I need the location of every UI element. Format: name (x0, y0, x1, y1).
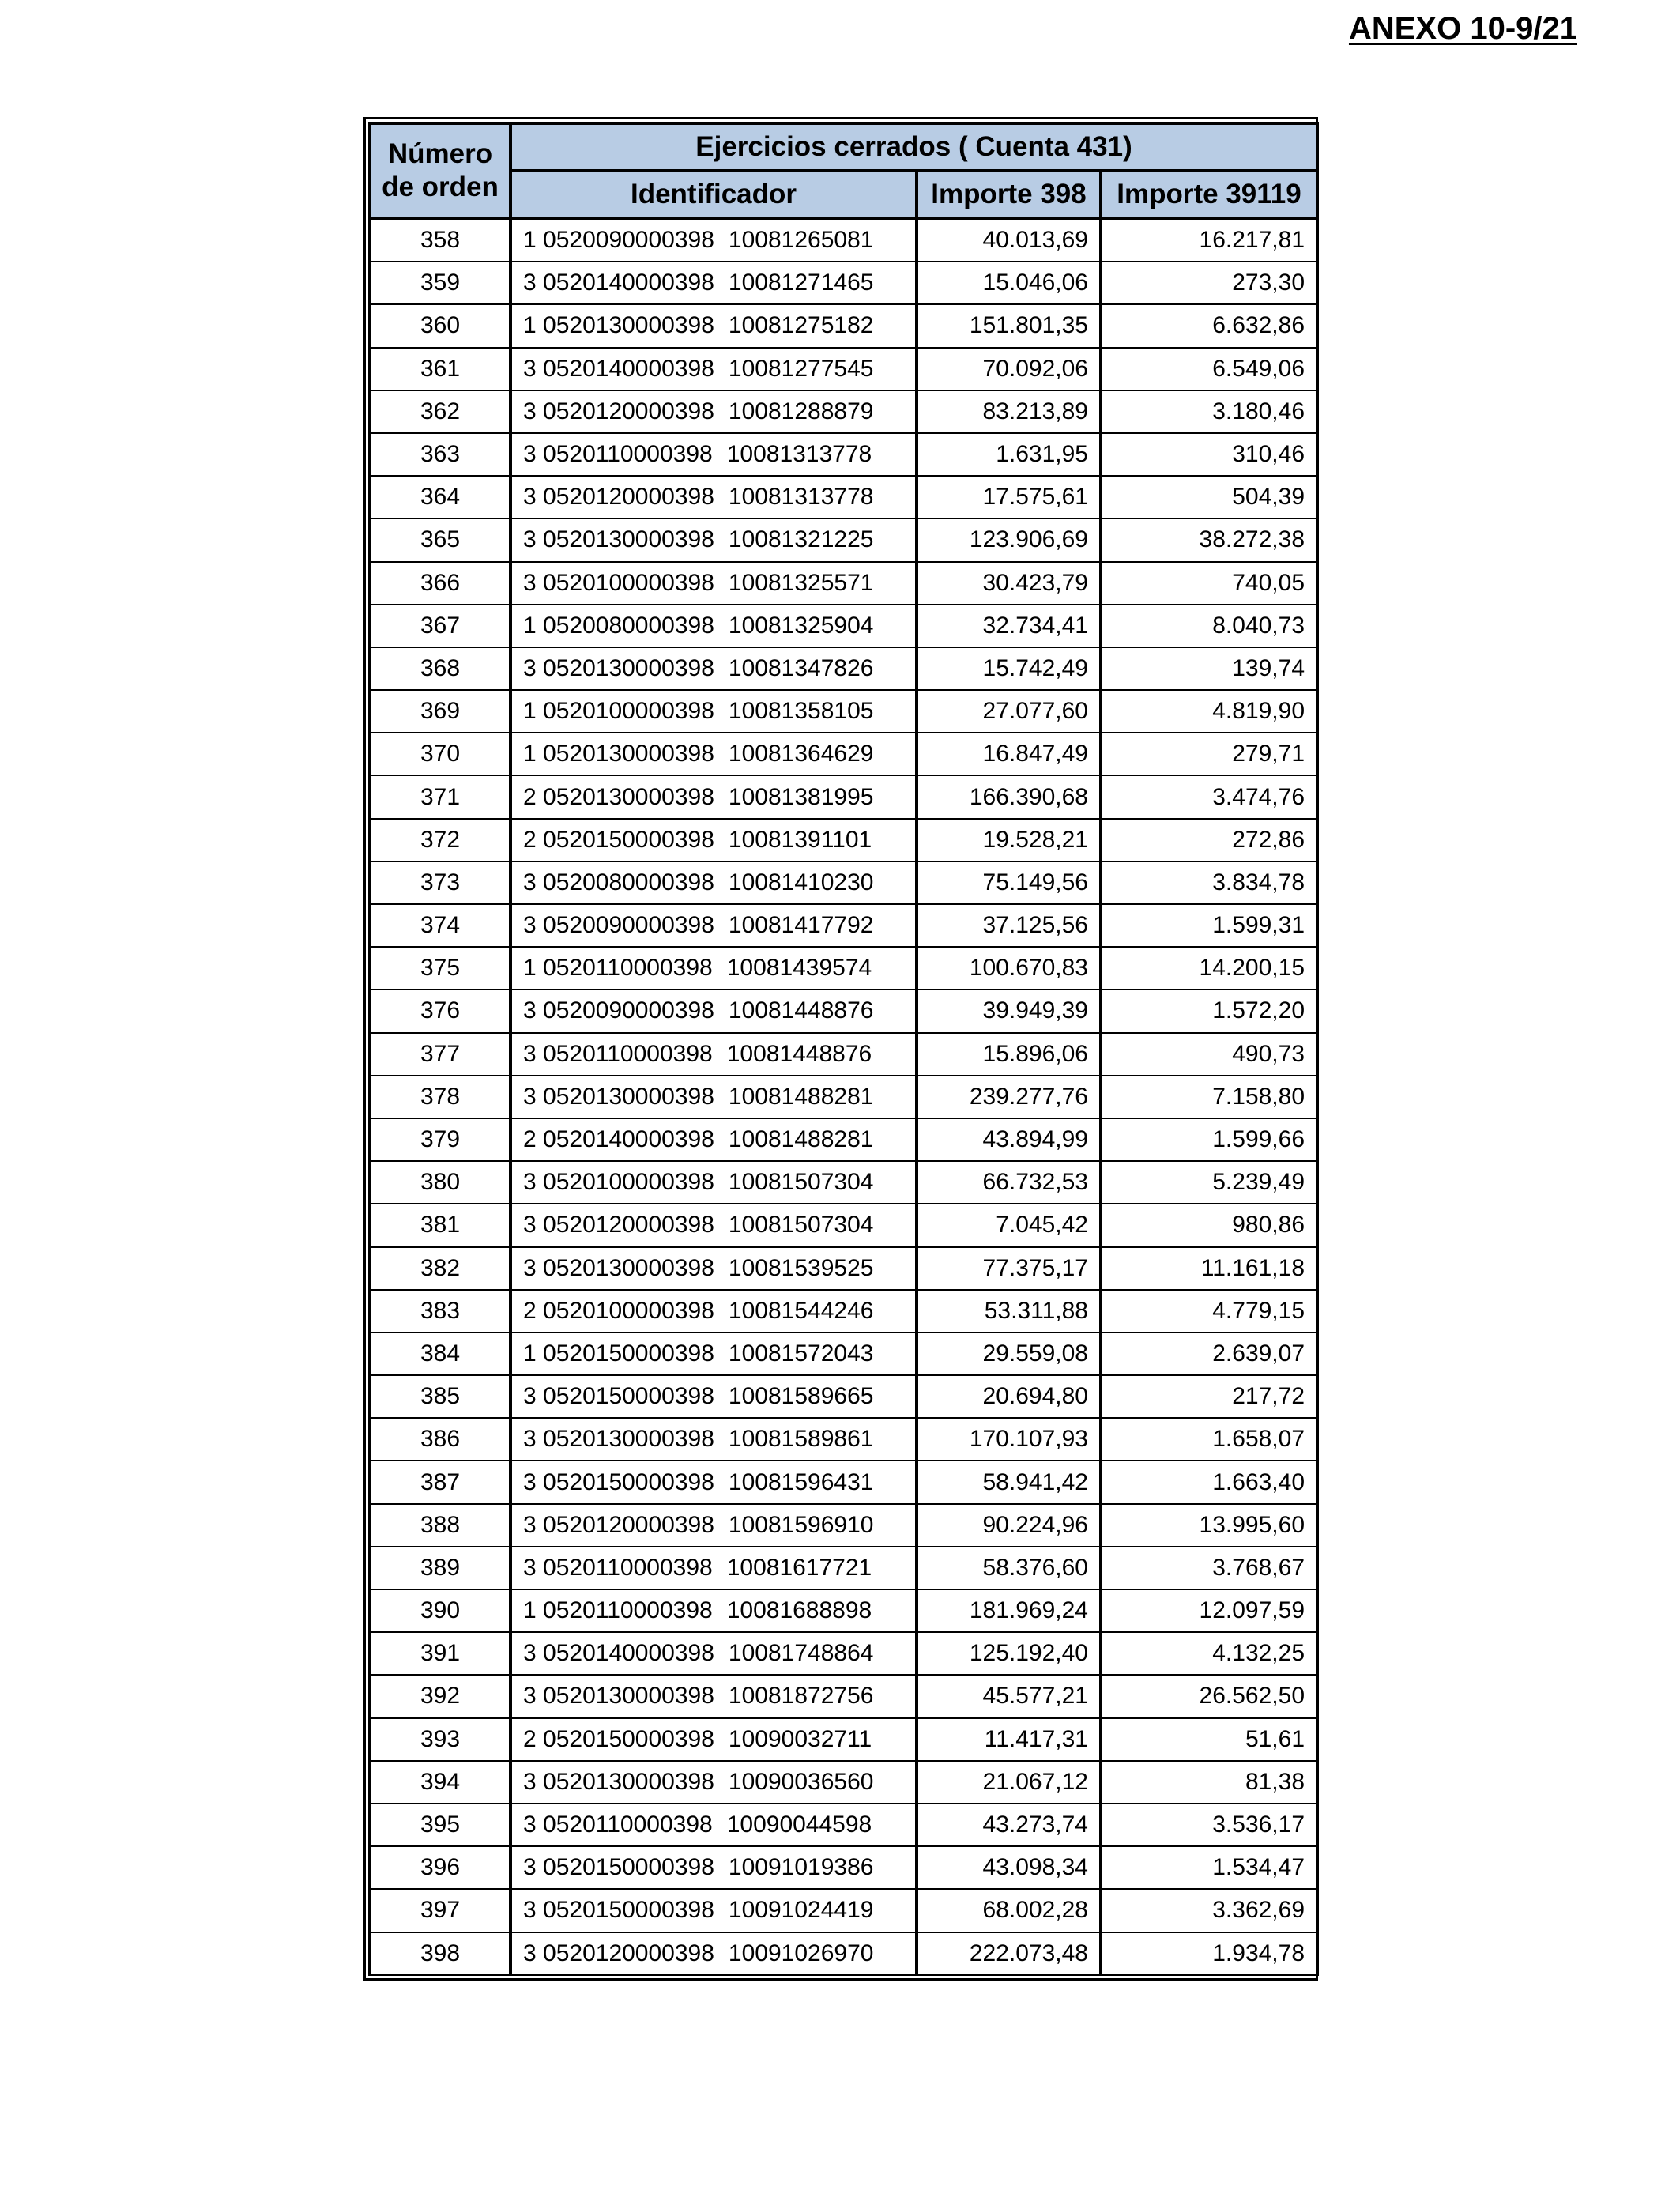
cell-importe-398: 15.896,06 (917, 1033, 1101, 1076)
table-row (370, 1889, 1317, 1932)
identificador-part-1: 2 0520130000398 (523, 783, 714, 810)
cell-importe-398: 11.417,31 (917, 1718, 1101, 1761)
cell-importe-398: 43.098,34 (917, 1846, 1101, 1889)
table-row (370, 1632, 1317, 1675)
identificador-part-1: 1 0520110000398 (523, 955, 713, 982)
cell-importe-398: 83.213,89 (917, 390, 1101, 433)
cell-importe-398: 32.734,41 (917, 605, 1101, 647)
cell-numero-orden: 393 (370, 1718, 510, 1761)
cell-identificador (510, 605, 917, 647)
cell-identificador (510, 1889, 917, 1932)
cell-identificador (510, 861, 917, 904)
identificador-part-2: 10081325904 (728, 612, 874, 639)
cell-importe-39119: 980,86 (1101, 1204, 1317, 1246)
table-row (370, 1504, 1317, 1547)
cell-identificador (510, 1761, 917, 1804)
cell-importe-398: 29.559,08 (917, 1333, 1101, 1375)
identificador-part-2: 10090036560 (728, 1768, 874, 1795)
table-row (370, 518, 1317, 561)
cell-numero-orden: 366 (370, 562, 510, 605)
identificador-part-2: 10081589861 (728, 1426, 874, 1453)
cell-numero-orden: 373 (370, 861, 510, 904)
table-header (370, 123, 1317, 218)
cell-importe-39119: 3.536,17 (1101, 1804, 1317, 1846)
cell-importe-398: 40.013,69 (917, 218, 1101, 262)
table-row (370, 562, 1317, 605)
table-row (370, 605, 1317, 647)
header-numero-orden: Número de orden (370, 123, 510, 218)
cell-importe-398: 170.107,93 (917, 1418, 1101, 1461)
cell-identificador (510, 1375, 917, 1418)
identificador-part-1: 3 0520100000398 (523, 1169, 714, 1196)
cell-importe-39119: 279,71 (1101, 733, 1317, 775)
cell-numero-orden: 382 (370, 1247, 510, 1290)
identificador-part-2: 10081596431 (728, 1468, 874, 1495)
table-row (370, 1418, 1317, 1461)
cell-numero-orden: 375 (370, 947, 510, 990)
cell-importe-398: 58.941,42 (917, 1461, 1101, 1503)
cell-importe-39119: 3.180,46 (1101, 390, 1317, 433)
identificador-part-1: 1 0520130000398 (523, 741, 714, 767)
identificador-part-1: 3 0520140000398 (523, 270, 714, 296)
cell-identificador (510, 1632, 917, 1675)
cell-importe-39119: 217,72 (1101, 1375, 1317, 1418)
cell-importe-39119: 26.562,50 (1101, 1675, 1317, 1717)
cell-numero-orden: 369 (370, 690, 510, 733)
identificador-part-1: 1 0520130000398 (523, 312, 714, 339)
cell-importe-39119: 7.158,80 (1101, 1076, 1317, 1118)
identificador-part-1: 3 0520130000398 (523, 1426, 714, 1453)
identificador-part-1: 3 0520110000398 (523, 1040, 713, 1067)
table-row (370, 304, 1317, 347)
identificador-part-2: 10090044598 (726, 1811, 872, 1838)
table-row (370, 1718, 1317, 1761)
identificador-part-1: 3 0520130000398 (523, 526, 714, 553)
cell-numero-orden: 380 (370, 1161, 510, 1204)
table-row (370, 1461, 1317, 1503)
identificador-part-2: 10081572043 (728, 1340, 874, 1367)
identificador-part-1: 2 0520150000398 (523, 826, 714, 853)
identificador-part-1: 3 0520130000398 (523, 1254, 714, 1281)
identificador-part-2: 10081275182 (728, 312, 874, 339)
cell-importe-39119: 1.599,66 (1101, 1118, 1317, 1161)
cell-identificador (510, 262, 917, 304)
cell-importe-39119: 14.200,15 (1101, 947, 1317, 990)
cell-importe-39119: 4.779,15 (1101, 1290, 1317, 1333)
cell-numero-orden: 386 (370, 1418, 510, 1461)
cell-importe-398: 53.311,88 (917, 1290, 1101, 1333)
identificador-part-2: 10081688898 (726, 1597, 872, 1624)
cell-importe-39119: 490,73 (1101, 1033, 1317, 1076)
cell-numero-orden: 396 (370, 1846, 510, 1889)
identificador-part-2: 10081544246 (728, 1297, 874, 1324)
cell-numero-orden: 371 (370, 775, 510, 818)
header-importe-39119: Importe 39119 (1101, 171, 1317, 218)
table-row (370, 348, 1317, 390)
identificador-part-1: 3 0520140000398 (523, 1640, 714, 1667)
identificador-part-1: 3 0520120000398 (523, 398, 714, 424)
cell-numero-orden: 379 (370, 1118, 510, 1161)
table-body (370, 218, 1317, 1975)
table-row (370, 1675, 1317, 1717)
cell-importe-39119: 3.834,78 (1101, 861, 1317, 904)
cell-identificador (510, 304, 917, 347)
cell-identificador (510, 1675, 917, 1717)
cell-importe-39119: 5.239,49 (1101, 1161, 1317, 1204)
identificador-part-1: 2 0520100000398 (523, 1297, 714, 1324)
cell-importe-398: 43.273,74 (917, 1804, 1101, 1846)
table-row (370, 1333, 1317, 1375)
cell-importe-398: 58.376,60 (917, 1547, 1101, 1589)
cell-importe-39119: 81,38 (1101, 1761, 1317, 1804)
cell-identificador (510, 218, 917, 262)
cell-importe-398: 21.067,12 (917, 1761, 1101, 1804)
identificador-part-2: 10091024419 (728, 1897, 874, 1924)
identificador-part-2: 10090032711 (728, 1725, 872, 1752)
cell-importe-39119: 1.658,07 (1101, 1418, 1317, 1461)
table-row (370, 1932, 1317, 1975)
cell-identificador (510, 1247, 917, 1290)
cell-identificador (510, 433, 917, 476)
cell-importe-39119: 1.534,47 (1101, 1846, 1317, 1889)
cell-identificador (510, 690, 917, 733)
identificador-part-2: 10091019386 (728, 1854, 874, 1881)
cell-importe-39119: 504,39 (1101, 476, 1317, 518)
cell-numero-orden: 391 (370, 1632, 510, 1675)
header-identificador: Identificador (510, 171, 917, 218)
cell-numero-orden: 398 (370, 1932, 510, 1975)
cell-importe-398: 43.894,99 (917, 1118, 1101, 1161)
identificador-part-1: 1 0520100000398 (523, 698, 714, 725)
identificador-part-2: 10081488281 (728, 1126, 874, 1153)
cell-identificador (510, 819, 917, 861)
cell-numero-orden: 364 (370, 476, 510, 518)
table-row (370, 1204, 1317, 1246)
table-row (370, 947, 1317, 990)
identificador-part-2: 10081277545 (728, 355, 874, 382)
header-group: Ejercicios cerrados ( Cuenta 431) (510, 123, 1317, 171)
cell-importe-398: 68.002,28 (917, 1889, 1101, 1932)
cell-importe-39119: 6.549,06 (1101, 348, 1317, 390)
identificador-part-1: 3 0520120000398 (523, 484, 714, 511)
cell-importe-39119: 1.934,78 (1101, 1932, 1317, 1975)
cell-numero-orden: 387 (370, 1461, 510, 1503)
cell-importe-39119: 3.474,76 (1101, 775, 1317, 818)
cell-numero-orden: 362 (370, 390, 510, 433)
cell-identificador (510, 647, 917, 690)
identificador-part-1: 3 0520090000398 (523, 912, 714, 939)
header-importe-398: Importe 398 (917, 171, 1101, 218)
identificador-part-1: 3 0520100000398 (523, 569, 714, 596)
cell-identificador (510, 1846, 917, 1889)
cell-numero-orden: 377 (370, 1033, 510, 1076)
identificador-part-2: 10081748864 (728, 1640, 874, 1667)
table-row (370, 262, 1317, 304)
cell-numero-orden: 394 (370, 1761, 510, 1804)
cell-importe-39119: 16.217,81 (1101, 218, 1317, 262)
identificador-part-2: 10081507304 (728, 1169, 874, 1196)
cell-numero-orden: 389 (370, 1547, 510, 1589)
identificador-part-1: 3 0520130000398 (523, 654, 714, 681)
cell-importe-39119: 12.097,59 (1101, 1589, 1317, 1632)
table-row (370, 1161, 1317, 1204)
cell-importe-398: 166.390,68 (917, 775, 1101, 818)
cell-importe-39119: 6.632,86 (1101, 304, 1317, 347)
cell-importe-39119: 4.132,25 (1101, 1632, 1317, 1675)
cell-numero-orden: 384 (370, 1333, 510, 1375)
identificador-part-1: 3 0520150000398 (523, 1468, 714, 1495)
cell-numero-orden: 378 (370, 1076, 510, 1118)
cell-importe-39119: 11.161,18 (1101, 1247, 1317, 1290)
cell-importe-39119: 1.572,20 (1101, 990, 1317, 1032)
identificador-part-1: 3 0520090000398 (523, 997, 714, 1024)
cell-identificador (510, 1718, 917, 1761)
cell-numero-orden: 381 (370, 1204, 510, 1246)
identificador-part-2: 10081617721 (726, 1554, 872, 1581)
table-row (370, 433, 1317, 476)
cell-numero-orden: 363 (370, 433, 510, 476)
table-row (370, 1375, 1317, 1418)
identificador-part-2: 10081271465 (728, 270, 874, 296)
table-row (370, 390, 1317, 433)
cell-numero-orden: 360 (370, 304, 510, 347)
identificador-part-1: 1 0520110000398 (523, 1597, 713, 1624)
cell-identificador (510, 562, 917, 605)
cell-identificador (510, 1804, 917, 1846)
cell-numero-orden: 365 (370, 518, 510, 561)
cell-importe-39119: 13.995,60 (1101, 1504, 1317, 1547)
cell-numero-orden: 372 (370, 819, 510, 861)
identificador-part-2: 10081872756 (728, 1683, 874, 1710)
cell-identificador (510, 1547, 917, 1589)
table-row (370, 1589, 1317, 1632)
table-row (370, 733, 1317, 775)
cell-numero-orden: 370 (370, 733, 510, 775)
identificador-part-2: 10081391101 (728, 826, 872, 853)
cell-importe-398: 70.092,06 (917, 348, 1101, 390)
cell-importe-398: 20.694,80 (917, 1375, 1101, 1418)
cell-importe-39119: 4.819,90 (1101, 690, 1317, 733)
identificador-part-2: 10081507304 (728, 1212, 874, 1238)
cell-identificador (510, 1418, 917, 1461)
cell-importe-398: 27.077,60 (917, 690, 1101, 733)
table-row (370, 1804, 1317, 1846)
cell-identificador (510, 904, 917, 947)
identificador-part-1: 1 0520080000398 (523, 612, 714, 639)
identificador-part-2: 10081539525 (728, 1254, 874, 1281)
cell-numero-orden: 385 (370, 1375, 510, 1418)
table-row (370, 1761, 1317, 1804)
cell-importe-39119: 1.599,31 (1101, 904, 1317, 947)
cell-identificador (510, 476, 917, 518)
table-row (370, 1118, 1317, 1161)
cell-identificador (510, 1461, 917, 1503)
cell-numero-orden: 359 (370, 262, 510, 304)
cell-identificador (510, 1589, 917, 1632)
cell-importe-398: 17.575,61 (917, 476, 1101, 518)
identificador-part-1: 1 0520150000398 (523, 1340, 714, 1367)
cell-identificador (510, 1161, 917, 1204)
cell-importe-398: 123.906,69 (917, 518, 1101, 561)
cell-importe-39119: 139,74 (1101, 647, 1317, 690)
cell-importe-39119: 272,86 (1101, 819, 1317, 861)
cell-identificador (510, 1290, 917, 1333)
identificador-part-2: 10081358105 (728, 698, 874, 725)
cell-numero-orden: 358 (370, 218, 510, 262)
identificador-part-2: 10081417792 (728, 912, 874, 939)
identificador-part-1: 3 0520150000398 (523, 1897, 714, 1924)
identificador-part-1: 3 0520140000398 (523, 355, 714, 382)
identificador-part-2: 10081381995 (728, 783, 874, 810)
cell-identificador (510, 1118, 917, 1161)
identificador-part-2: 10081325571 (728, 569, 874, 596)
cell-importe-398: 222.073,48 (917, 1932, 1101, 1975)
identificador-part-2: 10081410230 (728, 869, 874, 895)
table-frame (363, 117, 1318, 1981)
table-row (370, 861, 1317, 904)
identificador-part-2: 10081439574 (726, 955, 872, 982)
cell-numero-orden: 397 (370, 1889, 510, 1932)
cell-importe-39119: 8.040,73 (1101, 605, 1317, 647)
table-row (370, 1547, 1317, 1589)
cell-numero-orden: 388 (370, 1504, 510, 1547)
cell-importe-398: 37.125,56 (917, 904, 1101, 947)
cell-importe-398: 7.045,42 (917, 1204, 1101, 1246)
identificador-part-2: 10081347826 (728, 654, 874, 681)
identificador-part-2: 10081288879 (728, 398, 874, 424)
cell-importe-398: 239.277,76 (917, 1076, 1101, 1118)
identificador-part-1: 3 0520080000398 (523, 869, 714, 895)
table-row (370, 647, 1317, 690)
table-row (370, 1076, 1317, 1118)
cell-numero-orden: 392 (370, 1675, 510, 1717)
cell-importe-39119: 273,30 (1101, 262, 1317, 304)
cell-importe-39119: 2.639,07 (1101, 1333, 1317, 1375)
cell-numero-orden: 390 (370, 1589, 510, 1632)
cell-importe-39119: 740,05 (1101, 562, 1317, 605)
cell-identificador (510, 1033, 917, 1076)
identificador-part-1: 2 0520140000398 (523, 1126, 714, 1153)
cell-numero-orden: 368 (370, 647, 510, 690)
table-row (370, 690, 1317, 733)
cell-numero-orden: 361 (370, 348, 510, 390)
cell-importe-398: 1.631,95 (917, 433, 1101, 476)
cell-importe-398: 77.375,17 (917, 1247, 1101, 1290)
cell-importe-39119: 1.663,40 (1101, 1461, 1317, 1503)
cell-importe-398: 19.528,21 (917, 819, 1101, 861)
cell-importe-398: 125.192,40 (917, 1632, 1101, 1675)
identificador-part-1: 1 0520090000398 (523, 227, 714, 254)
cell-identificador (510, 733, 917, 775)
identificador-part-1: 3 0520120000398 (523, 1511, 714, 1538)
cell-importe-398: 66.732,53 (917, 1161, 1101, 1204)
identificador-part-2: 10081313778 (726, 441, 872, 468)
cell-importe-398: 151.801,35 (917, 304, 1101, 347)
table-row (370, 1033, 1317, 1076)
table-row (370, 775, 1317, 818)
identificador-part-2: 10091026970 (728, 1940, 874, 1966)
identificador-part-1: 3 0520150000398 (523, 1383, 714, 1410)
cell-importe-39119: 51,61 (1101, 1718, 1317, 1761)
table-row (370, 904, 1317, 947)
cell-numero-orden: 367 (370, 605, 510, 647)
cell-identificador (510, 518, 917, 561)
identificador-part-2: 10081313778 (728, 484, 874, 511)
cell-importe-39119: 38.272,38 (1101, 518, 1317, 561)
cell-importe-398: 39.949,39 (917, 990, 1101, 1032)
table-row (370, 1846, 1317, 1889)
cell-numero-orden: 383 (370, 1290, 510, 1333)
cell-identificador (510, 775, 917, 818)
cell-importe-398: 75.149,56 (917, 861, 1101, 904)
table-row (370, 476, 1317, 518)
cell-identificador (510, 390, 917, 433)
identificador-part-2: 10081448876 (726, 1040, 872, 1067)
identificador-part-1: 3 0520150000398 (523, 1854, 714, 1881)
cell-identificador (510, 1076, 917, 1118)
identificador-part-2: 10081448876 (728, 997, 874, 1024)
identificador-part-2: 10081488281 (728, 1083, 874, 1110)
identificador-part-1: 3 0520120000398 (523, 1212, 714, 1238)
identificador-part-2: 10081596910 (728, 1511, 874, 1538)
cell-identificador (510, 1333, 917, 1375)
identificador-part-2: 10081321225 (728, 526, 874, 553)
cell-identificador (510, 348, 917, 390)
identificador-part-1: 3 0520110000398 (523, 1811, 713, 1838)
cell-identificador (510, 990, 917, 1032)
cell-importe-398: 100.670,83 (917, 947, 1101, 990)
identificador-part-1: 3 0520110000398 (523, 1554, 713, 1581)
annex-title: ANEXO 10-9/21 (1348, 11, 1577, 46)
table-row (370, 218, 1317, 262)
cell-importe-398: 30.423,79 (917, 562, 1101, 605)
identificador-part-1: 3 0520130000398 (523, 1083, 714, 1110)
identificador-part-1: 3 0520130000398 (523, 1683, 714, 1710)
cell-identificador (510, 1932, 917, 1975)
cell-importe-39119: 310,46 (1101, 433, 1317, 476)
cell-identificador (510, 1204, 917, 1246)
identificador-part-1: 3 0520110000398 (523, 441, 713, 468)
cell-importe-398: 45.577,21 (917, 1675, 1101, 1717)
cell-numero-orden: 395 (370, 1804, 510, 1846)
table-row (370, 1247, 1317, 1290)
identificador-part-1: 3 0520130000398 (523, 1768, 714, 1795)
identificador-part-1: 2 0520150000398 (523, 1725, 714, 1752)
cell-importe-39119: 3.768,67 (1101, 1547, 1317, 1589)
cell-identificador (510, 1504, 917, 1547)
cell-importe-398: 181.969,24 (917, 1589, 1101, 1632)
cell-identificador (510, 947, 917, 990)
identificador-part-2: 10081589665 (728, 1383, 874, 1410)
cell-importe-39119: 3.362,69 (1101, 1889, 1317, 1932)
cell-numero-orden: 376 (370, 990, 510, 1032)
cell-importe-398: 15.742,49 (917, 647, 1101, 690)
cell-numero-orden: 374 (370, 904, 510, 947)
table-row (370, 819, 1317, 861)
identificador-part-1: 3 0520120000398 (523, 1940, 714, 1966)
identificador-part-2: 10081265081 (728, 227, 874, 254)
cell-importe-398: 15.046,06 (917, 262, 1101, 304)
table-row (370, 990, 1317, 1032)
cell-importe-398: 90.224,96 (917, 1504, 1101, 1547)
table-row (370, 1290, 1317, 1333)
accounts-table (368, 122, 1319, 1976)
identificador-part-2: 10081364629 (728, 741, 874, 767)
cell-importe-398: 16.847,49 (917, 733, 1101, 775)
